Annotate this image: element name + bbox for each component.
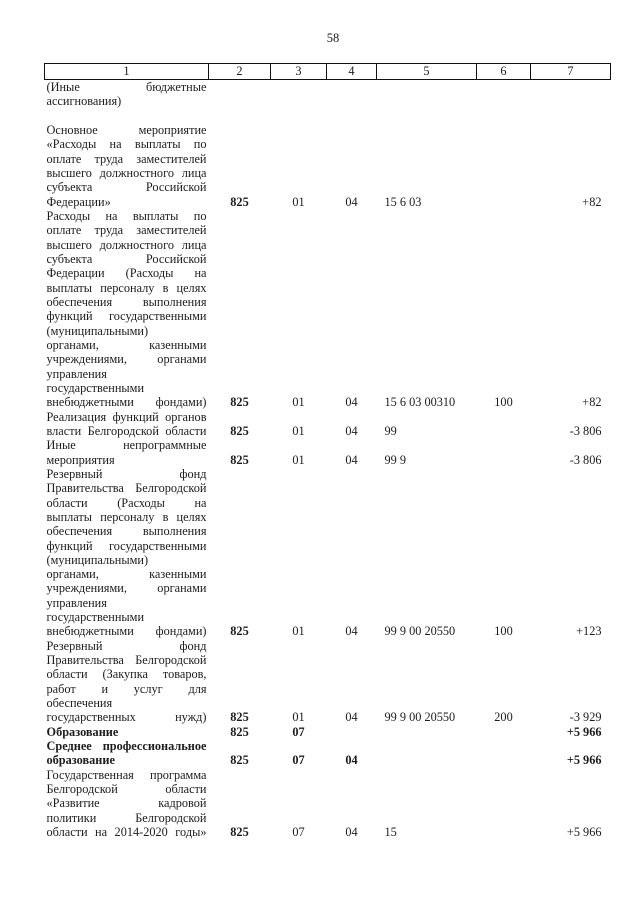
header-row xyxy=(45,64,611,80)
ministry-code-cell: 825 xyxy=(230,452,249,467)
target-item-code-cell xyxy=(377,80,477,123)
target-item-code-cell: 99 9 xyxy=(384,452,407,467)
column-header-expense-type: 6 xyxy=(477,64,531,80)
expense-type-code-cell: 100 xyxy=(494,624,513,639)
subsection-code-cell xyxy=(327,725,377,739)
expense-type-code-cell xyxy=(477,768,531,840)
column-header-ministry-code: 2 xyxy=(209,64,271,80)
ministry-code-cell xyxy=(209,80,271,123)
ministry-code-cell: 825 xyxy=(230,395,249,410)
expense-type-code-cell xyxy=(477,80,531,123)
subsection-code-cell: 04 xyxy=(345,710,358,725)
table-row xyxy=(45,209,611,410)
amount-change-cell: -3 806 xyxy=(569,423,602,438)
expense-type-code-cell xyxy=(477,123,531,209)
section-code-cell: 01 xyxy=(292,395,305,410)
ministry-code-cell: 825 xyxy=(230,753,249,768)
column-header-subsection: 4 xyxy=(327,64,377,80)
subsection-code-cell: 04 xyxy=(345,395,358,410)
expense-type-code-cell: 200 xyxy=(494,710,513,725)
table-row xyxy=(45,467,611,639)
target-item-code-cell: 99 9 00 20550 xyxy=(384,624,456,639)
row-label: Основное мероприятие «Расходы на выплаты по оплате труда заместителей высшего должностного лица субъекта Российской Федерации» xyxy=(46,122,207,209)
section-code-cell: 07 xyxy=(292,825,305,840)
table-row xyxy=(45,725,611,739)
target-item-code-cell: 99 9 00 20550 xyxy=(384,710,456,725)
subsection-code-cell: 04 xyxy=(345,194,358,209)
target-item-code-cell: 99 xyxy=(384,423,397,438)
subsection-code-cell: 04 xyxy=(345,753,358,768)
subsection-code-cell: 04 xyxy=(345,825,358,840)
section-code-cell: 07 xyxy=(292,724,305,739)
ministry-code-cell: 825 xyxy=(230,194,249,209)
target-item-code-cell xyxy=(377,725,477,739)
row-label: Резервный фонд Правительства Белгородской области (Закупка товаров, работ и услуг для обеспечения государственных нужд) xyxy=(46,638,207,725)
expense-type-code-cell xyxy=(477,739,531,768)
page-number: 58 xyxy=(326,31,340,45)
section-code-cell: 01 xyxy=(292,194,305,209)
ministry-code-cell: 825 xyxy=(230,624,249,639)
ministry-code-cell: 825 xyxy=(230,724,249,739)
table-row xyxy=(45,123,611,209)
section-code-cell: 01 xyxy=(292,452,305,467)
row-label: Иные непрограммные мероприятия xyxy=(46,438,207,467)
subsection-code-cell xyxy=(327,80,377,123)
subsection-code-cell: 04 xyxy=(345,423,358,438)
target-item-code-cell: 15 6 03 00310 xyxy=(384,395,456,410)
column-header-section: 3 xyxy=(271,64,327,80)
expense-type-code-cell xyxy=(477,725,531,739)
table-row xyxy=(45,739,611,768)
table-row xyxy=(45,410,611,439)
subsection-code-cell: 04 xyxy=(345,624,358,639)
section-code-cell: 01 xyxy=(292,423,305,438)
row-label: (Иные бюджетные ассигнования) xyxy=(46,80,207,109)
amount-change-cell: +5 966 xyxy=(566,724,602,739)
amount-change-cell: -3 806 xyxy=(569,452,602,467)
section-code-cell: 01 xyxy=(292,624,305,639)
amount-change-cell: +82 xyxy=(582,194,602,209)
amount-change-cell: +5 966 xyxy=(566,753,602,768)
column-header-name: 1 xyxy=(45,64,209,80)
table-header xyxy=(45,64,611,80)
row-label: Расходы на выплаты по оплате труда заместителей высшего должностного лица субъекта Российской Федерации (Расходы на выплаты персоналу в целях обеспечения выполнения функций государственными (муниципальными) органами, казенными учреждениями, органами управления государственными внебюджетными фондами) xyxy=(46,208,207,410)
table-row xyxy=(45,768,611,840)
target-item-code-cell xyxy=(377,739,477,768)
ministry-code-cell: 825 xyxy=(230,710,249,725)
table-body xyxy=(45,80,611,840)
table-row xyxy=(45,80,611,123)
ministry-code-cell: 825 xyxy=(230,423,249,438)
amount-change-cell: +5 966 xyxy=(566,825,602,840)
amount-change-cell: +82 xyxy=(582,395,602,410)
amount-change-cell: -3 929 xyxy=(569,710,602,725)
table-row xyxy=(45,639,611,725)
budget-table xyxy=(44,63,611,839)
column-header-target-item: 5 xyxy=(377,64,477,80)
row-label: Образование xyxy=(46,724,119,739)
ministry-code-cell: 825 xyxy=(230,825,249,840)
row-label: Государственная программа Белгородской области «Развитие кадровой политики Белгородской области на 2014-2020 годы» xyxy=(46,767,207,840)
expense-type-code-cell xyxy=(477,410,531,439)
expense-type-code-cell xyxy=(477,438,531,467)
expense-type-code-cell: 100 xyxy=(494,395,513,410)
row-label: Реализация функций органов власти Белгородской области xyxy=(46,409,207,438)
table-row xyxy=(45,438,611,467)
amount-change-cell xyxy=(531,80,611,123)
section-code-cell: 01 xyxy=(292,710,305,725)
subsection-code-cell: 04 xyxy=(345,452,358,467)
column-header-amount: 7 xyxy=(531,64,611,80)
section-code-cell xyxy=(271,80,327,123)
target-item-code-cell: 15 6 03 xyxy=(384,194,422,209)
row-label: Резервный фонд Правительства Белгородской области (Расходы на выплаты персоналу в целях обеспечения выполнения функций государственными (муниципальными) органами, казенными учреждениями, органами управления государственными внебюджетными фондами) xyxy=(46,466,207,639)
section-code-cell: 07 xyxy=(292,753,305,768)
target-item-code-cell: 15 xyxy=(384,825,397,840)
amount-change-cell: +123 xyxy=(576,624,602,639)
row-label: Среднее профессиональное образование xyxy=(46,739,207,768)
